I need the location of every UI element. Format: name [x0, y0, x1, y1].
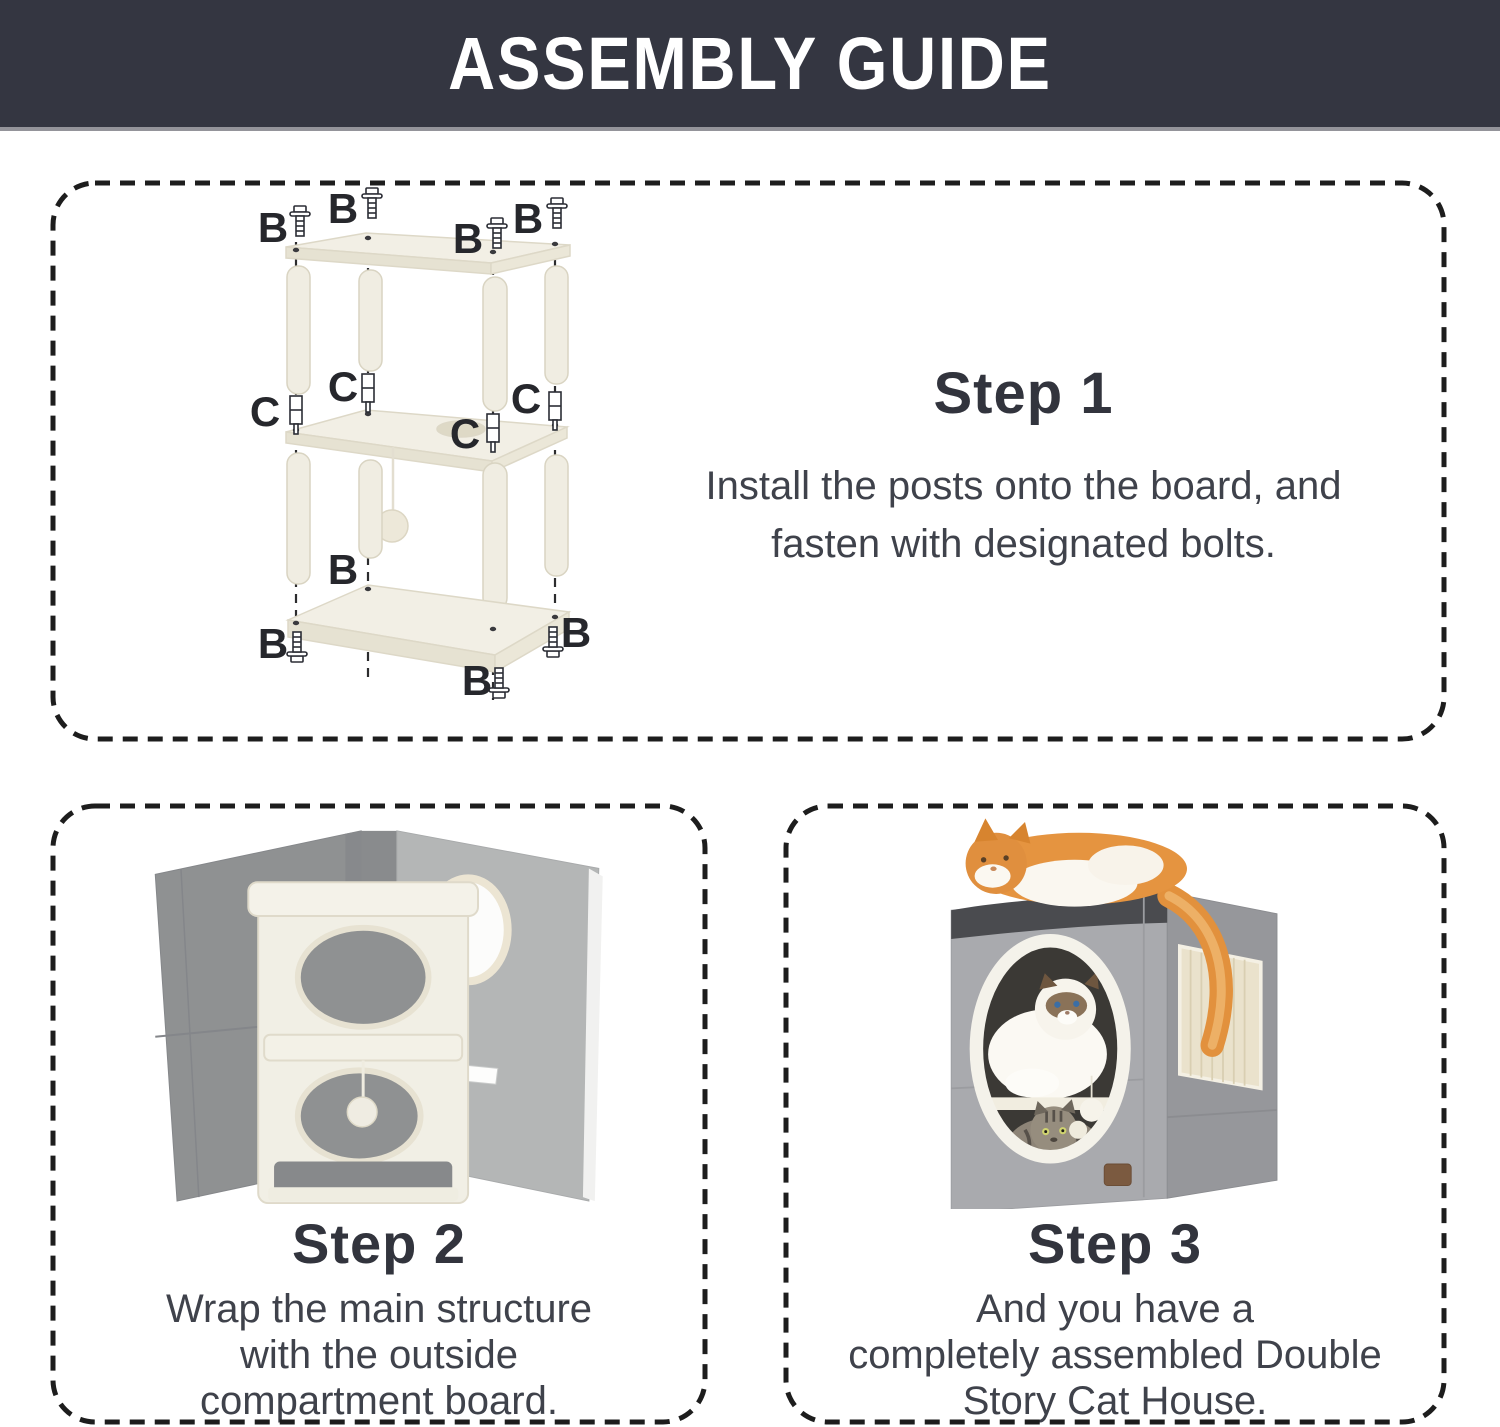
- bolt-label: B: [452, 215, 484, 262]
- bolt-label: B: [257, 620, 289, 667]
- step3-line: And you have a: [976, 1287, 1254, 1331]
- bolt-label: B: [327, 546, 359, 593]
- bottom-board: [288, 585, 569, 672]
- upper-oval-opening: [298, 928, 429, 1027]
- step3-line: Story Cat House.: [962, 1379, 1268, 1423]
- pom-pom-ball: [347, 1097, 377, 1127]
- structure-top-board: [248, 882, 478, 916]
- bolt-label: B: [512, 195, 544, 242]
- step1-text-block: [640, 180, 1407, 742]
- cat-house-illustration: [880, 813, 1350, 1209]
- header-banner: [0, 0, 1500, 131]
- page-title: ASSEMBLY GUIDE: [448, 22, 1052, 105]
- step2-line: with the outside: [240, 1333, 518, 1377]
- step2-heading: Step 2: [291, 1212, 467, 1275]
- step2-line: compartment board.: [200, 1379, 558, 1423]
- wrap-illustration: [139, 813, 619, 1209]
- step2-panel: [50, 803, 708, 1425]
- step1-line: Install the posts onto the board, and: [705, 463, 1342, 508]
- step3-line: completely assembled Double: [848, 1333, 1382, 1377]
- middle-shelf: [264, 1035, 462, 1061]
- bolt-label: B: [560, 609, 592, 656]
- connector-label: C: [249, 388, 281, 435]
- cat-structure: [248, 882, 478, 1203]
- exploded-diagram: [68, 180, 708, 742]
- step1-panel: [50, 180, 1447, 742]
- bolt-label: B: [327, 185, 359, 232]
- bolt-label: B: [257, 204, 289, 251]
- step2-line: Wrap the main structure: [165, 1287, 593, 1331]
- bolt-label: B: [461, 657, 493, 704]
- structure-floor: [268, 1187, 458, 1201]
- step3-panel: [783, 803, 1447, 1425]
- connector-label: C: [327, 363, 359, 410]
- logo-patch: [1104, 1164, 1131, 1186]
- connector-label: C: [510, 375, 542, 422]
- step1-heading: Step 1: [933, 360, 1114, 426]
- connector-label: C: [449, 410, 481, 457]
- step3-heading: Step 3: [1027, 1212, 1203, 1275]
- step1-line: fasten with designated bolts.: [771, 521, 1276, 566]
